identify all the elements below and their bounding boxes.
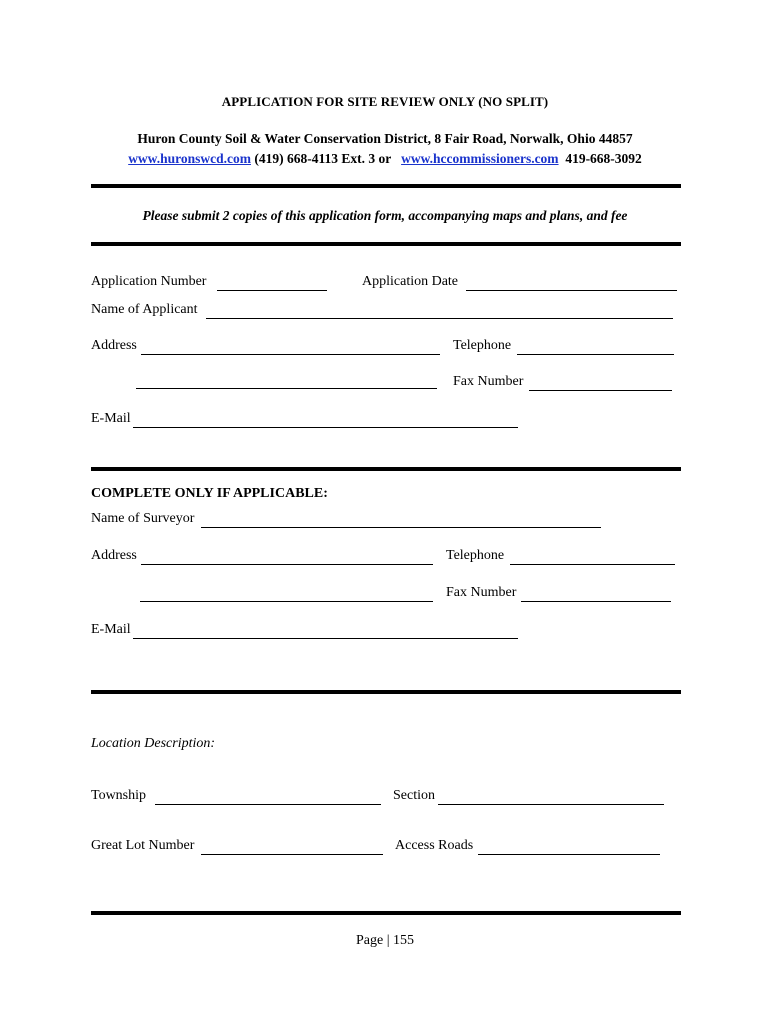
divider-2	[91, 242, 681, 246]
instructions: Please submit 2 copies of this application form, accompanying maps and plans, and fee	[142, 208, 628, 223]
applicant-telephone-field[interactable]	[517, 354, 674, 355]
surveyor-address-label: Address	[91, 548, 137, 563]
surveyor-heading: COMPLETE ONLY IF APPLICABLE:	[91, 486, 328, 501]
surveyor-address-field[interactable]	[141, 564, 433, 565]
applicant-email-field[interactable]	[133, 427, 518, 428]
application-number-label: Application Number	[91, 274, 207, 289]
divider-3	[91, 467, 681, 471]
township-field[interactable]	[155, 804, 381, 805]
surveyor-fax-label: Fax Number	[446, 585, 517, 600]
applicant-address-field[interactable]	[141, 354, 440, 355]
applicant-fax-label: Fax Number	[453, 374, 524, 389]
surveyor-telephone-field[interactable]	[510, 564, 675, 565]
surveyor-telephone-label: Telephone	[446, 548, 505, 563]
page-number: Page | 155	[355, 933, 415, 948]
surveyor-fax-field[interactable]	[521, 601, 671, 602]
great-lot-label: Great Lot Number	[91, 838, 195, 853]
surveyor-address-field-2[interactable]	[140, 601, 433, 602]
applicant-address-field-2[interactable]	[136, 388, 437, 389]
application-number-field[interactable]	[217, 290, 327, 291]
commissioners-link[interactable]: www.hccommissioners.com	[401, 151, 559, 166]
applicant-name-field[interactable]	[206, 318, 673, 319]
surveyor-name-label: Name of Surveyor	[91, 511, 195, 526]
divider-5	[91, 911, 681, 915]
section-label: Section	[393, 788, 435, 803]
surveyor-email-label: E-Mail	[91, 622, 131, 637]
phone-1: (419) 668-4113 Ext. 3 or	[254, 151, 391, 166]
township-label: Township	[91, 788, 147, 803]
divider-1	[91, 184, 681, 188]
contact-line	[0, 151, 770, 167]
section-field[interactable]	[438, 804, 664, 805]
divider-4	[91, 690, 681, 694]
application-date-field[interactable]	[466, 290, 677, 291]
great-lot-field[interactable]	[201, 854, 383, 855]
applicant-address-label: Address	[91, 338, 137, 353]
location-heading: Location Description:	[91, 736, 216, 751]
swcd-link[interactable]: www.huronswcd.com	[128, 151, 251, 166]
phone-2: 419-668-3092	[565, 151, 642, 166]
application-date-label: Application Date	[362, 274, 459, 289]
applicant-name-label: Name of Applicant	[91, 302, 198, 317]
access-roads-label: Access Roads	[395, 838, 474, 853]
access-roads-field[interactable]	[478, 854, 660, 855]
applicant-fax-field[interactable]	[529, 390, 672, 391]
org-line: Huron County Soil & Water Conservation District, 8 Fair Road, Norwalk, Ohio 44857	[137, 131, 633, 146]
form-title: APPLICATION FOR SITE REVIEW ONLY (NO SPLIT)	[221, 94, 549, 109]
surveyor-email-field[interactable]	[133, 638, 518, 639]
applicant-telephone-label: Telephone	[453, 338, 512, 353]
applicant-email-label: E-Mail	[91, 411, 131, 426]
surveyor-name-field[interactable]	[201, 527, 601, 528]
